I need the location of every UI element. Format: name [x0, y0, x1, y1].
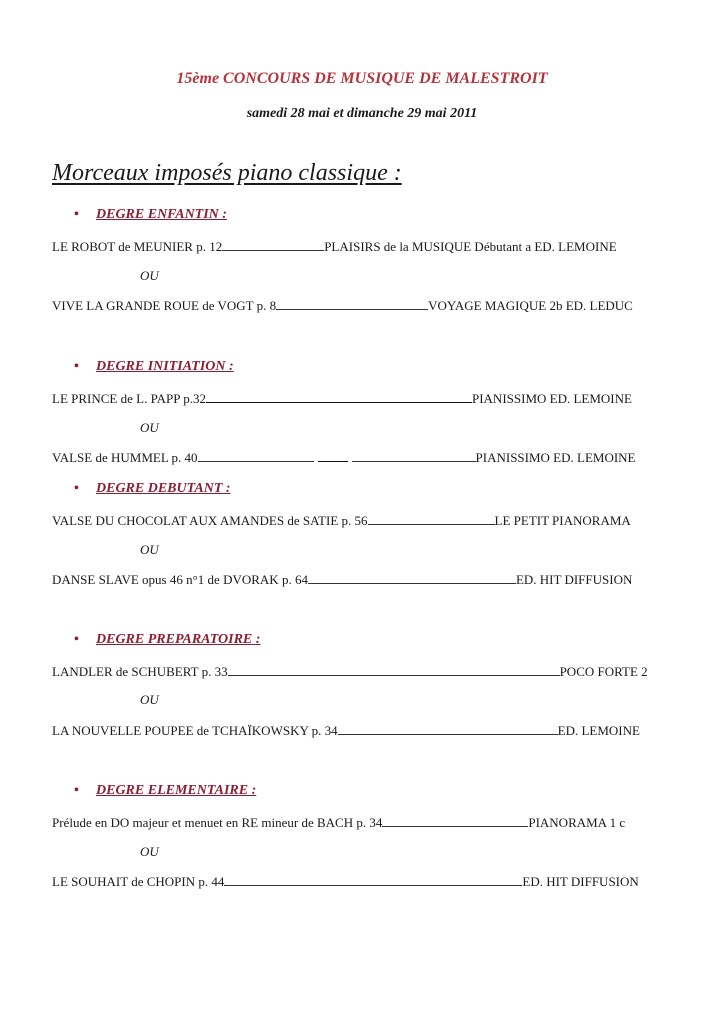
- piece-line: [52, 873, 672, 890]
- piece-title: DANSE SLAVE opus 46 n°1 de DVORAK p. 64: [52, 572, 308, 587]
- piece-title: LANDLER de SCHUBERT p. 33: [52, 664, 228, 679]
- degree-heading-enfantin: [74, 207, 227, 223]
- piece-publisher: PLAISIRS de la MUSIQUE Débutant a ED. LEMOINE: [324, 239, 617, 254]
- piece-publisher: PIANISSIMO ED. LEMOINE: [475, 450, 636, 465]
- bullet-icon: •: [74, 632, 79, 647]
- bullet-icon: •: [74, 783, 79, 798]
- piece-publisher: ED. HIT DIFFUSION: [515, 572, 633, 587]
- piece-title: VIVE LA GRANDE ROUE de VOGT p. 8: [52, 298, 277, 313]
- piece-line: [52, 449, 672, 466]
- bullet-icon: •: [74, 359, 79, 374]
- contest-dates: samedi 28 mai et dimanche 29 mai 2011: [246, 106, 478, 121]
- or-label: OU: [140, 420, 159, 435]
- piece-publisher: PIANORAMA 1 c: [528, 815, 626, 830]
- dotted-leader: [206, 390, 472, 403]
- dotted-leader: [222, 238, 324, 251]
- piece-line: [52, 814, 672, 831]
- piece-title: Prélude en DO majeur et menuet en RE mineur de BACH p. 34: [52, 815, 383, 830]
- piece-publisher: POCO FORTE 2: [559, 664, 648, 679]
- degree-heading-elementaire: [74, 783, 256, 799]
- degree-label: DEGRE DEBUTANT :: [96, 481, 231, 496]
- dotted-leader: [308, 571, 516, 584]
- piece-publisher: PIANISSIMO ED. LEMOINE: [471, 391, 632, 406]
- piece-publisher: LE PETIT PIANORAMA: [494, 513, 631, 528]
- dotted-leader: [198, 449, 314, 462]
- degree-heading-debutant: [74, 481, 231, 497]
- dotted-leader: [352, 449, 476, 462]
- piece-publisher: VOYAGE MAGIQUE 2b ED. LEDUC: [428, 298, 633, 313]
- page-heading: Morceaux imposés piano classique :: [52, 160, 402, 186]
- piece-line: [52, 663, 672, 680]
- piece-title: LE PRINCE de L. PAPP p.32: [52, 391, 206, 406]
- dotted-leader: [368, 512, 495, 525]
- or-label: OU: [140, 692, 159, 707]
- contest-title: 15ème CONCOURS DE MUSIQUE DE MALESTROIT: [176, 70, 548, 87]
- piece-publisher: ED. HIT DIFFUSION: [522, 874, 639, 889]
- or-label: OU: [140, 844, 159, 859]
- dotted-leader: [318, 449, 348, 462]
- piece-title: VALSE DU CHOCOLAT AUX AMANDES de SATIE p. 56: [52, 513, 368, 528]
- degree-label: DEGRE ENFANTIN :: [96, 207, 227, 222]
- degree-label: DEGRE PREPARATOIRE :: [96, 632, 261, 647]
- degree-heading-initiation: [74, 359, 234, 375]
- or-label: OU: [140, 268, 159, 283]
- piece-title: LE SOUHAIT de CHOPIN p. 44: [52, 874, 225, 889]
- dotted-leader: [228, 663, 560, 676]
- piece-line: [52, 722, 672, 739]
- dotted-leader: [338, 722, 558, 735]
- piece-publisher: ED. LEMOINE: [557, 723, 640, 738]
- degree-label: DEGRE ELEMENTAIRE :: [96, 783, 257, 798]
- piece-title: LA NOUVELLE POUPEE de TCHAÏKOWSKY p. 34: [52, 723, 338, 738]
- piece-line: [52, 390, 672, 407]
- piece-title: VALSE de HUMMEL p. 40: [52, 450, 198, 465]
- piece-line: [52, 297, 672, 314]
- bullet-icon: •: [74, 481, 79, 496]
- degree-heading-preparatoire: [74, 632, 260, 648]
- or-label: OU: [140, 542, 159, 557]
- degree-label: DEGRE INITIATION :: [96, 359, 234, 374]
- dotted-leader: [382, 814, 528, 827]
- bullet-icon: •: [74, 207, 79, 222]
- piece-line: [52, 238, 672, 255]
- piece-line: [52, 512, 672, 529]
- piece-title: LE ROBOT de MEUNIER p. 12: [52, 239, 223, 254]
- dotted-leader: [224, 873, 522, 886]
- dotted-leader: [276, 297, 428, 310]
- piece-line: [52, 571, 672, 588]
